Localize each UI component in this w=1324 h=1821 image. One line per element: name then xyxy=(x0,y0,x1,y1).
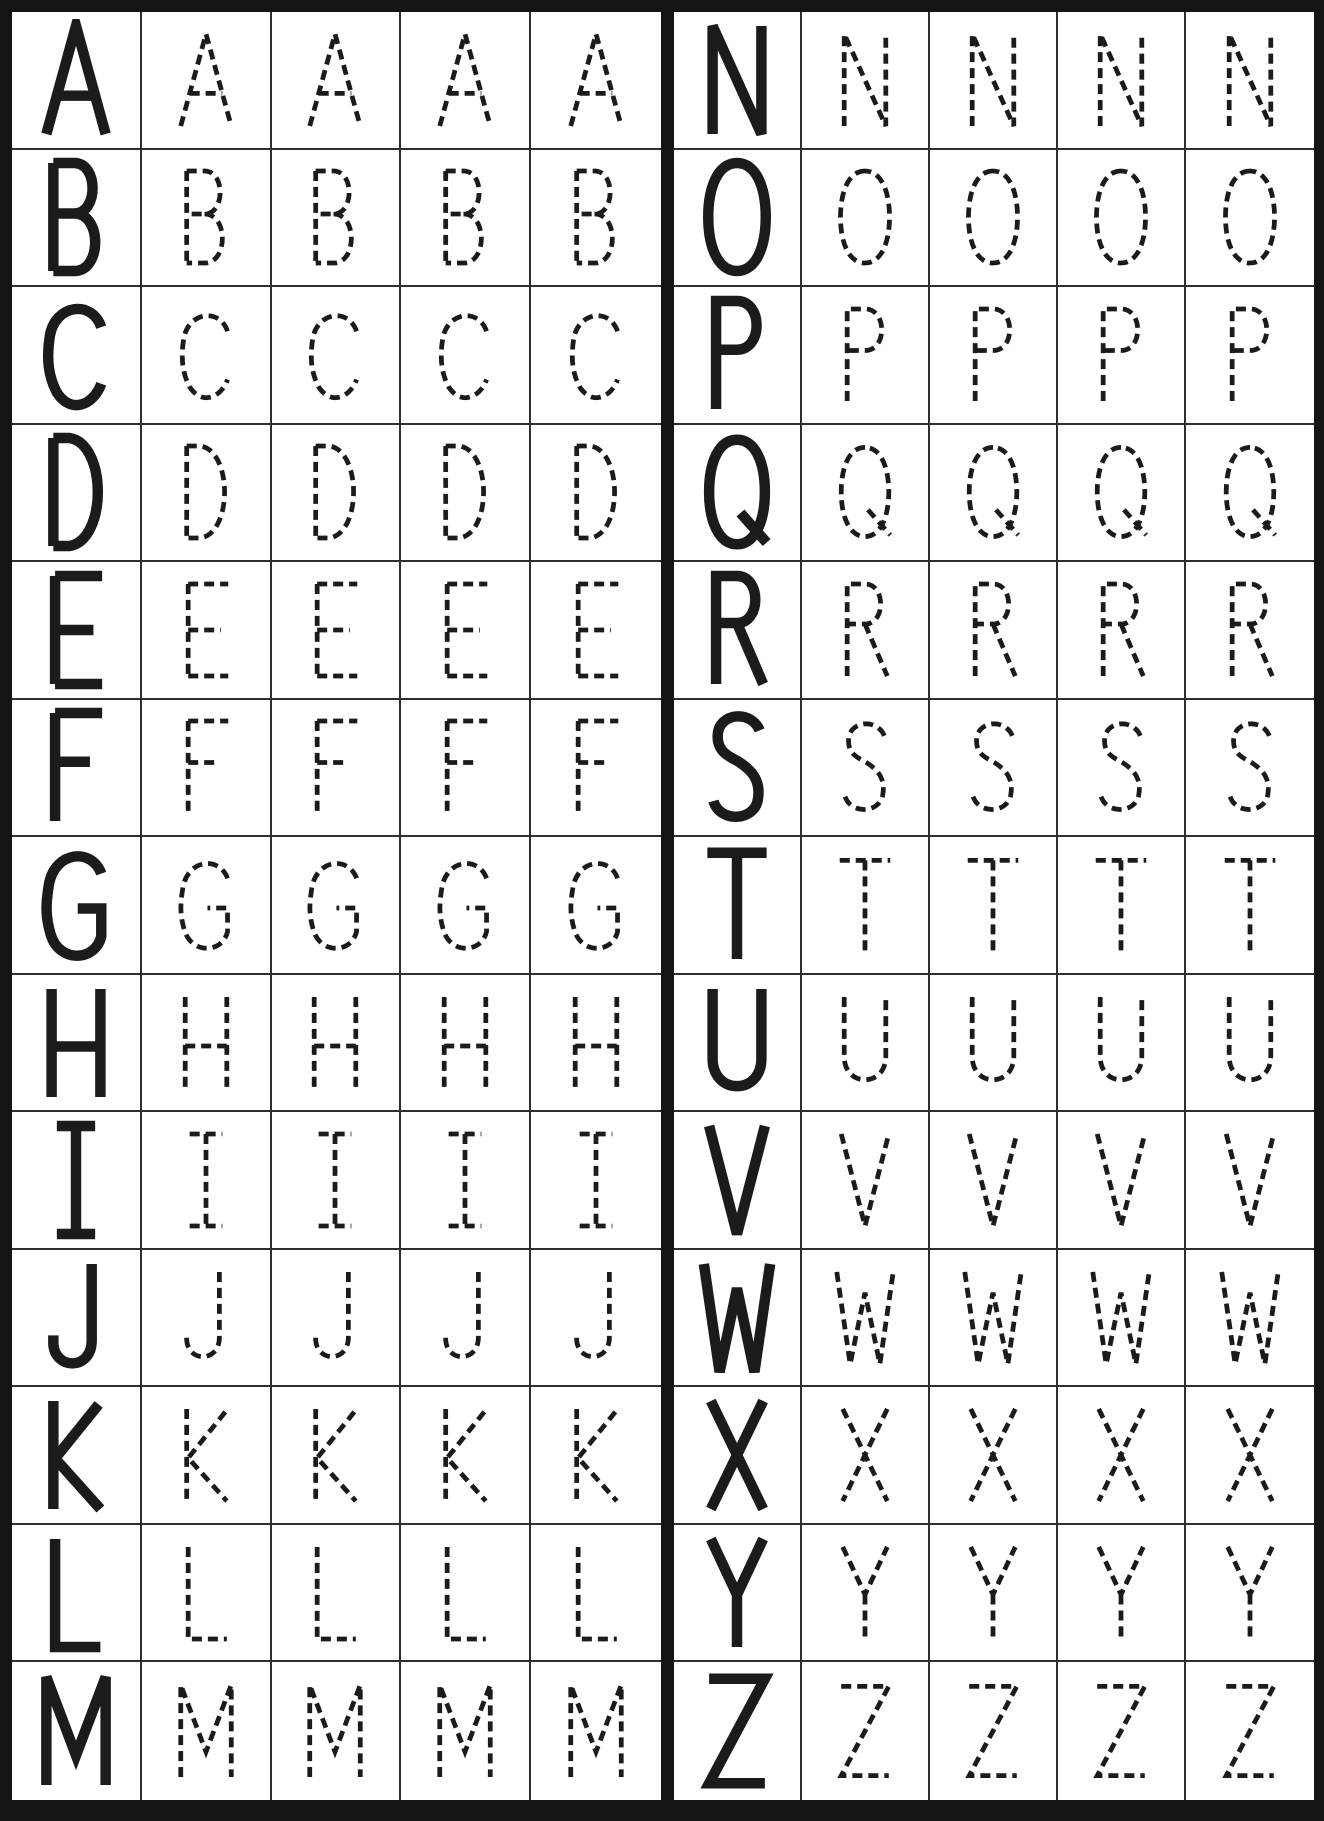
cell-S-trace-2 xyxy=(930,700,1058,838)
cell-U-trace-4 xyxy=(1186,975,1314,1113)
cell-Y-trace-2 xyxy=(930,1525,1058,1663)
letter-X-trace-glyph xyxy=(1212,1403,1288,1507)
cell-W-solid xyxy=(674,1250,802,1388)
cell-G-trace-4 xyxy=(531,837,661,975)
letter-Y-trace-glyph xyxy=(827,1541,903,1645)
cell-K-solid xyxy=(12,1387,142,1525)
cell-B-trace-3 xyxy=(401,150,531,288)
cell-M-trace-2 xyxy=(272,1662,402,1800)
cell-B-trace-2 xyxy=(272,150,402,288)
letter-M-solid-glyph xyxy=(32,1670,120,1792)
letter-B-solid-glyph xyxy=(32,156,120,278)
cell-I-trace-2 xyxy=(272,1112,402,1250)
letter-I-trace-glyph xyxy=(427,1128,503,1232)
cell-V-trace-1 xyxy=(802,1112,930,1250)
cell-C-trace-4 xyxy=(531,287,661,425)
letter-O-trace-glyph xyxy=(955,165,1031,269)
letter-F-trace-glyph xyxy=(558,715,634,819)
cell-Y-trace-4 xyxy=(1186,1525,1314,1663)
letter-M-trace-glyph xyxy=(558,1679,634,1783)
worksheet-right-half xyxy=(674,12,1314,1800)
cell-P-trace-4 xyxy=(1186,287,1314,425)
letter-G-solid-glyph xyxy=(32,844,120,966)
letter-K-solid-glyph xyxy=(32,1394,120,1516)
letter-O-trace-glyph xyxy=(827,165,903,269)
cell-D-trace-1 xyxy=(142,425,272,563)
cell-X-trace-1 xyxy=(802,1387,930,1525)
letter-Q-trace-glyph xyxy=(1212,440,1288,544)
cell-D-trace-2 xyxy=(272,425,402,563)
cell-D-trace-3 xyxy=(401,425,531,563)
cell-T-trace-3 xyxy=(1058,837,1186,975)
letter-J-trace-glyph xyxy=(558,1266,634,1370)
cell-W-trace-1 xyxy=(802,1250,930,1388)
cell-X-solid xyxy=(674,1387,802,1525)
cell-I-solid xyxy=(12,1112,142,1250)
cell-G-trace-1 xyxy=(142,837,272,975)
letter-Y-trace-glyph xyxy=(955,1541,1031,1645)
letter-X-trace-glyph xyxy=(1083,1403,1159,1507)
letter-R-solid-glyph xyxy=(693,569,781,691)
letter-T-trace-glyph xyxy=(955,853,1031,957)
cell-J-trace-3 xyxy=(401,1250,531,1388)
worksheet-left-half xyxy=(12,12,661,1800)
letter-Q-trace-glyph xyxy=(955,440,1031,544)
cell-Q-trace-2 xyxy=(930,425,1058,563)
letter-D-trace-glyph xyxy=(558,440,634,544)
letter-J-trace-glyph xyxy=(297,1266,373,1370)
letter-E-trace-glyph xyxy=(297,578,373,682)
cell-J-solid xyxy=(12,1250,142,1388)
cell-R-trace-3 xyxy=(1058,562,1186,700)
letter-D-trace-glyph xyxy=(168,440,244,544)
cell-W-trace-3 xyxy=(1058,1250,1186,1388)
cell-R-trace-1 xyxy=(802,562,930,700)
cell-R-trace-4 xyxy=(1186,562,1314,700)
letter-C-trace-glyph xyxy=(297,303,373,407)
letter-D-trace-glyph xyxy=(427,440,503,544)
letter-R-trace-glyph xyxy=(955,578,1031,682)
letter-D-trace-glyph xyxy=(297,440,373,544)
cell-N-trace-3 xyxy=(1058,12,1186,150)
cell-Y-trace-1 xyxy=(802,1525,930,1663)
cell-O-trace-2 xyxy=(930,150,1058,288)
cell-M-solid xyxy=(12,1662,142,1800)
letter-P-trace-glyph xyxy=(1212,303,1288,407)
cell-Q-trace-1 xyxy=(802,425,930,563)
letter-V-trace-glyph xyxy=(827,1128,903,1232)
letter-U-trace-glyph xyxy=(827,991,903,1095)
letter-D-solid-glyph xyxy=(32,431,120,553)
letter-I-trace-glyph xyxy=(168,1128,244,1232)
letter-T-trace-glyph xyxy=(827,853,903,957)
letter-K-trace-glyph xyxy=(558,1403,634,1507)
letter-E-trace-glyph xyxy=(427,578,503,682)
letter-P-trace-glyph xyxy=(827,303,903,407)
letter-J-trace-glyph xyxy=(427,1266,503,1370)
cell-O-trace-4 xyxy=(1186,150,1314,288)
cell-L-trace-3 xyxy=(401,1525,531,1663)
letter-Z-trace-glyph xyxy=(1083,1679,1159,1783)
cell-Q-solid xyxy=(674,425,802,563)
letter-R-trace-glyph xyxy=(1212,578,1288,682)
cell-A-trace-2 xyxy=(272,12,402,150)
letter-M-trace-glyph xyxy=(427,1679,503,1783)
letter-U-solid-glyph xyxy=(693,982,781,1104)
letter-U-trace-glyph xyxy=(1212,991,1288,1095)
cell-Y-trace-3 xyxy=(1058,1525,1186,1663)
letter-W-trace-glyph xyxy=(955,1266,1031,1370)
cell-Z-trace-1 xyxy=(802,1662,930,1800)
letter-Q-trace-glyph xyxy=(1083,440,1159,544)
cell-T-trace-4 xyxy=(1186,837,1314,975)
cell-K-trace-2 xyxy=(272,1387,402,1525)
letter-K-trace-glyph xyxy=(297,1403,373,1507)
cell-U-trace-3 xyxy=(1058,975,1186,1113)
letter-L-trace-glyph xyxy=(427,1541,503,1645)
letter-L-trace-glyph xyxy=(297,1541,373,1645)
letter-N-trace-glyph xyxy=(1212,28,1288,132)
cell-E-trace-3 xyxy=(401,562,531,700)
cell-J-trace-1 xyxy=(142,1250,272,1388)
cell-H-trace-2 xyxy=(272,975,402,1113)
cell-P-solid xyxy=(674,287,802,425)
letter-W-trace-glyph xyxy=(1083,1266,1159,1370)
cell-I-trace-4 xyxy=(531,1112,661,1250)
letter-K-trace-glyph xyxy=(427,1403,503,1507)
cell-C-trace-2 xyxy=(272,287,402,425)
letter-T-trace-glyph xyxy=(1083,853,1159,957)
cell-M-trace-4 xyxy=(531,1662,661,1800)
letter-P-trace-glyph xyxy=(955,303,1031,407)
cell-Z-solid xyxy=(674,1662,802,1800)
letter-F-trace-glyph xyxy=(297,715,373,819)
letter-V-trace-glyph xyxy=(1083,1128,1159,1232)
letter-Z-trace-glyph xyxy=(955,1679,1031,1783)
letter-I-trace-glyph xyxy=(558,1128,634,1232)
letter-H-solid-glyph xyxy=(32,982,120,1104)
letter-F-trace-glyph xyxy=(168,715,244,819)
cell-C-trace-3 xyxy=(401,287,531,425)
cell-D-solid xyxy=(12,425,142,563)
cell-N-trace-4 xyxy=(1186,12,1314,150)
letter-A-solid-glyph xyxy=(32,19,120,141)
letter-H-trace-glyph xyxy=(297,991,373,1095)
letter-X-trace-glyph xyxy=(827,1403,903,1507)
letter-G-trace-glyph xyxy=(168,853,244,957)
letter-S-trace-glyph xyxy=(1083,715,1159,819)
cell-L-solid xyxy=(12,1525,142,1663)
letter-A-trace-glyph xyxy=(427,28,503,132)
letter-S-trace-glyph xyxy=(827,715,903,819)
letter-S-trace-glyph xyxy=(955,715,1031,819)
cell-T-solid xyxy=(674,837,802,975)
letter-R-trace-glyph xyxy=(827,578,903,682)
cell-O-solid xyxy=(674,150,802,288)
cell-G-solid xyxy=(12,837,142,975)
letter-Z-trace-glyph xyxy=(827,1679,903,1783)
letter-G-trace-glyph xyxy=(297,853,373,957)
letter-L-trace-glyph xyxy=(558,1541,634,1645)
cell-P-trace-3 xyxy=(1058,287,1186,425)
letter-U-trace-glyph xyxy=(1083,991,1159,1095)
letter-Z-solid-glyph xyxy=(693,1670,781,1792)
cell-U-solid xyxy=(674,975,802,1113)
cell-A-solid xyxy=(12,12,142,150)
cell-M-trace-1 xyxy=(142,1662,272,1800)
cell-X-trace-3 xyxy=(1058,1387,1186,1525)
letter-B-trace-glyph xyxy=(168,165,244,269)
cell-G-trace-3 xyxy=(401,837,531,975)
letter-L-trace-glyph xyxy=(168,1541,244,1645)
cell-S-solid xyxy=(674,700,802,838)
letter-W-trace-glyph xyxy=(1212,1266,1288,1370)
letter-J-trace-glyph xyxy=(168,1266,244,1370)
letter-I-trace-glyph xyxy=(297,1128,373,1232)
cell-B-trace-4 xyxy=(531,150,661,288)
letter-X-solid-glyph xyxy=(693,1394,781,1516)
cell-O-trace-3 xyxy=(1058,150,1186,288)
cell-F-trace-1 xyxy=(142,700,272,838)
cell-N-solid xyxy=(674,12,802,150)
cell-F-solid xyxy=(12,700,142,838)
letter-F-trace-glyph xyxy=(427,715,503,819)
letter-B-trace-glyph xyxy=(427,165,503,269)
letter-R-trace-glyph xyxy=(1083,578,1159,682)
letter-N-solid-glyph xyxy=(693,19,781,141)
letter-W-trace-glyph xyxy=(827,1266,903,1370)
letter-V-solid-glyph xyxy=(693,1119,781,1241)
cell-Z-trace-4 xyxy=(1186,1662,1314,1800)
cell-B-solid xyxy=(12,150,142,288)
letter-I-solid-glyph xyxy=(32,1119,120,1241)
cell-Z-trace-3 xyxy=(1058,1662,1186,1800)
letter-P-trace-glyph xyxy=(1083,303,1159,407)
cell-X-trace-4 xyxy=(1186,1387,1314,1525)
letter-O-solid-glyph xyxy=(693,156,781,278)
letter-G-trace-glyph xyxy=(427,853,503,957)
letter-V-trace-glyph xyxy=(1212,1128,1288,1232)
cell-V-trace-4 xyxy=(1186,1112,1314,1250)
cell-Y-solid xyxy=(674,1525,802,1663)
cell-V-trace-2 xyxy=(930,1112,1058,1250)
letter-X-trace-glyph xyxy=(955,1403,1031,1507)
cell-C-solid xyxy=(12,287,142,425)
letter-S-trace-glyph xyxy=(1212,715,1288,819)
letter-E-trace-glyph xyxy=(558,578,634,682)
cell-A-trace-1 xyxy=(142,12,272,150)
letter-C-trace-glyph xyxy=(427,303,503,407)
letter-Z-trace-glyph xyxy=(1212,1679,1288,1783)
letter-A-trace-glyph xyxy=(558,28,634,132)
letter-A-trace-glyph xyxy=(168,28,244,132)
cell-L-trace-1 xyxy=(142,1525,272,1663)
letter-K-trace-glyph xyxy=(168,1403,244,1507)
letter-Y-trace-glyph xyxy=(1083,1541,1159,1645)
cell-F-trace-3 xyxy=(401,700,531,838)
letter-V-trace-glyph xyxy=(955,1128,1031,1232)
letter-E-solid-glyph xyxy=(32,569,120,691)
cell-E-trace-4 xyxy=(531,562,661,700)
letter-T-solid-glyph xyxy=(693,844,781,966)
cell-G-trace-2 xyxy=(272,837,402,975)
cell-I-trace-1 xyxy=(142,1112,272,1250)
cell-B-trace-1 xyxy=(142,150,272,288)
cell-X-trace-2 xyxy=(930,1387,1058,1525)
letter-P-solid-glyph xyxy=(693,294,781,416)
letter-N-trace-glyph xyxy=(955,28,1031,132)
center-divider xyxy=(661,12,674,1800)
cell-H-trace-4 xyxy=(531,975,661,1113)
letter-C-trace-glyph xyxy=(558,303,634,407)
letter-H-trace-glyph xyxy=(558,991,634,1095)
cell-F-trace-4 xyxy=(531,700,661,838)
letter-H-trace-glyph xyxy=(427,991,503,1095)
letter-C-solid-glyph xyxy=(32,294,120,416)
cell-E-solid xyxy=(12,562,142,700)
letter-O-trace-glyph xyxy=(1212,165,1288,269)
letter-J-solid-glyph xyxy=(32,1257,120,1379)
letter-N-trace-glyph xyxy=(827,28,903,132)
cell-U-trace-2 xyxy=(930,975,1058,1113)
letter-E-trace-glyph xyxy=(168,578,244,682)
cell-S-trace-4 xyxy=(1186,700,1314,838)
cell-E-trace-2 xyxy=(272,562,402,700)
letter-Y-trace-glyph xyxy=(1212,1541,1288,1645)
cell-R-solid xyxy=(674,562,802,700)
cell-M-trace-3 xyxy=(401,1662,531,1800)
cell-A-trace-4 xyxy=(531,12,661,150)
letter-A-trace-glyph xyxy=(297,28,373,132)
cell-K-trace-1 xyxy=(142,1387,272,1525)
letter-G-trace-glyph xyxy=(558,853,634,957)
cell-O-trace-1 xyxy=(802,150,930,288)
cell-U-trace-1 xyxy=(802,975,930,1113)
letter-M-trace-glyph xyxy=(297,1679,373,1783)
letter-L-solid-glyph xyxy=(32,1532,120,1654)
cell-L-trace-4 xyxy=(531,1525,661,1663)
letter-S-solid-glyph xyxy=(693,706,781,828)
cell-S-trace-3 xyxy=(1058,700,1186,838)
cell-C-trace-1 xyxy=(142,287,272,425)
letter-W-solid-glyph xyxy=(693,1257,781,1379)
letter-O-trace-glyph xyxy=(1083,165,1159,269)
cell-I-trace-3 xyxy=(401,1112,531,1250)
cell-V-solid xyxy=(674,1112,802,1250)
cell-P-trace-2 xyxy=(930,287,1058,425)
cell-D-trace-4 xyxy=(531,425,661,563)
cell-A-trace-3 xyxy=(401,12,531,150)
letter-Y-solid-glyph xyxy=(693,1532,781,1654)
letter-N-trace-glyph xyxy=(1083,28,1159,132)
cell-K-trace-3 xyxy=(401,1387,531,1525)
letter-B-trace-glyph xyxy=(297,165,373,269)
cell-F-trace-2 xyxy=(272,700,402,838)
cell-R-trace-2 xyxy=(930,562,1058,700)
letter-H-trace-glyph xyxy=(168,991,244,1095)
cell-T-trace-2 xyxy=(930,837,1058,975)
cell-S-trace-1 xyxy=(802,700,930,838)
letter-U-trace-glyph xyxy=(955,991,1031,1095)
cell-T-trace-1 xyxy=(802,837,930,975)
letter-Q-trace-glyph xyxy=(827,440,903,544)
cell-J-trace-4 xyxy=(531,1250,661,1388)
cell-Z-trace-2 xyxy=(930,1662,1058,1800)
cell-W-trace-4 xyxy=(1186,1250,1314,1388)
cell-L-trace-2 xyxy=(272,1525,402,1663)
letter-T-trace-glyph xyxy=(1212,853,1288,957)
cell-N-trace-1 xyxy=(802,12,930,150)
letter-M-trace-glyph xyxy=(168,1679,244,1783)
cell-W-trace-2 xyxy=(930,1250,1058,1388)
cell-E-trace-1 xyxy=(142,562,272,700)
cell-J-trace-2 xyxy=(272,1250,402,1388)
cell-H-trace-3 xyxy=(401,975,531,1113)
cell-Q-trace-3 xyxy=(1058,425,1186,563)
cell-P-trace-1 xyxy=(802,287,930,425)
cell-H-solid xyxy=(12,975,142,1113)
letter-B-trace-glyph xyxy=(558,165,634,269)
letter-Q-solid-glyph xyxy=(693,431,781,553)
cell-K-trace-4 xyxy=(531,1387,661,1525)
cell-V-trace-3 xyxy=(1058,1112,1186,1250)
cell-H-trace-1 xyxy=(142,975,272,1113)
cell-N-trace-2 xyxy=(930,12,1058,150)
cell-Q-trace-4 xyxy=(1186,425,1314,563)
letter-C-trace-glyph xyxy=(168,303,244,407)
letter-F-solid-glyph xyxy=(32,706,120,828)
